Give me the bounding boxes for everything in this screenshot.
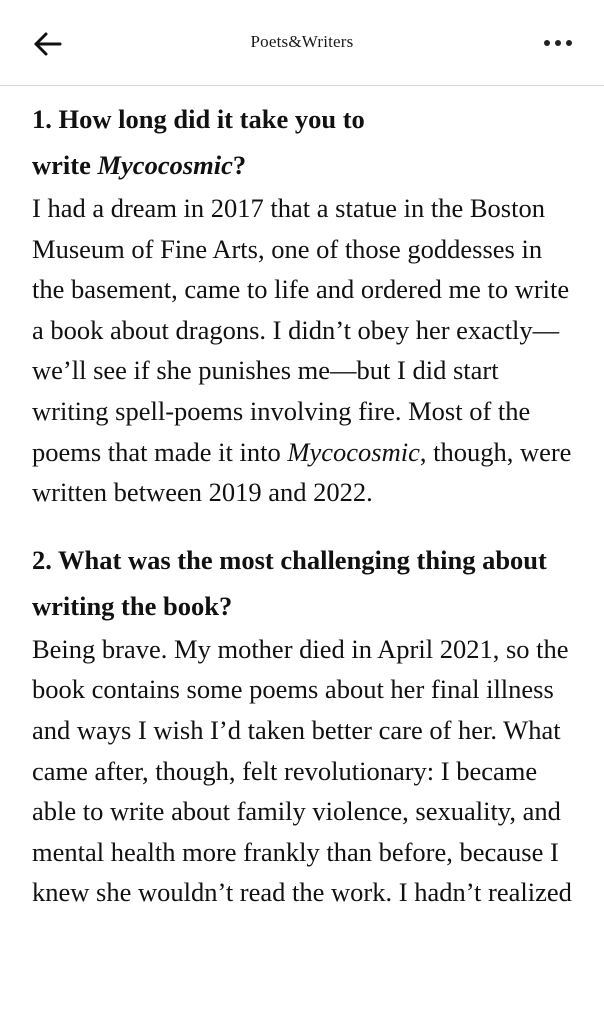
brand-logo: Poets&Writers [250,32,354,51]
question-heading-1: 1. How long did it take you to write Mycocosmic? [32,104,365,180]
more-horizontal-icon [544,40,550,46]
question-heading-2: 2. What was the most challenging thing about writing the book? [32,544,547,621]
book-title: Mycocosmic [287,436,420,467]
answer-paragraph-2: Being brave. My mother died in April 2021, so the book contains some poems about her final illness and ways I wish I’d taken better care of her. What came after, though, felt revolutionary: I became able to write about family violence, sexuality, and mental health more frankly than before, because I knew she wouldn’t read the work. I hadn’t realized [32,633,572,908]
answer-paragraph-1: I had a dream in 2017 that a statue in the Boston Museum of Fine Arts, one of those goddesses in the basement, came to life and ordered me to write a book about dragons. I didn’t obey her exactly—we’ll see if she punishes me—but I did start writing spell-poems involving fire. Most of the poems that made it into Mycocosmic, though, were written between 2019 and 2022. [32,193,572,508]
top-bar [0,0,604,86]
book-title: Mycocosmic [97,150,233,180]
more-options-button[interactable] [542,36,574,50]
article-body [32,96,580,913]
